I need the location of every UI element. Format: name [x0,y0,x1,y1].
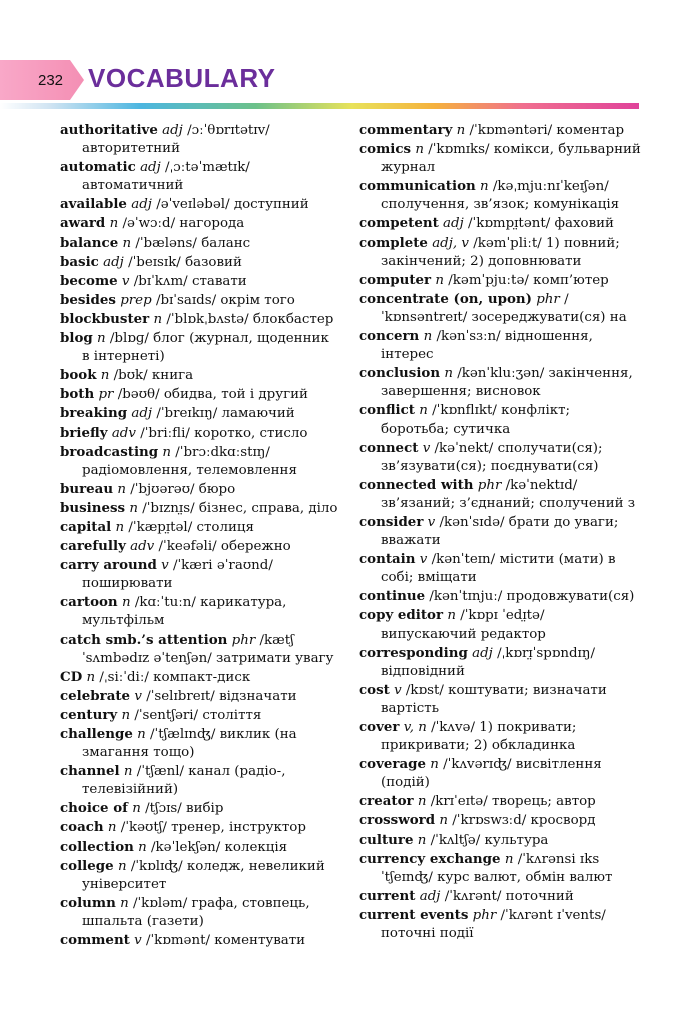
entry-headword: connect [359,439,419,456]
entry-part-of-speech: n [129,500,138,516]
vocabulary-entry [359,755,641,792]
page-number-tab [0,60,86,100]
vocabulary-entry [60,593,340,630]
entry-part-of-speech: n [444,366,453,382]
entry-definition: /ˈkʌvərɪʤ/ висвітлення (подій) [381,757,602,791]
entry-definition: /kəˈlekʃən/ колекція [146,839,288,855]
entry-definition: /kəˈnekt/ сполучати(ся); зв’язувати(ся); поєднувати(ся) [381,440,603,474]
entry-definition: /ˈkɒmənt/ коментувати [141,933,306,949]
vocabulary-entry [60,424,340,443]
vocabulary-entry [60,838,340,857]
vocabulary-entry [359,644,641,681]
entry-definition: /kənˈsɪdə/ брати до уваги; вважати [381,514,619,549]
entry-part-of-speech: adj [162,123,183,138]
entry-definition: /bʊk/ книга [109,368,194,384]
entry-headword: broadcasting [60,443,159,460]
vocabulary-column-left [60,121,340,950]
entry-headword: available [60,196,127,213]
entry-headword: CD [60,668,83,685]
entry-part-of-speech: n [86,669,96,685]
entry-part-of-speech: n [117,858,127,874]
entry-definition: /ˈkɒləm/ графа, стовпець, шпальта (газети) [82,895,310,929]
vocabulary-entry [60,329,340,366]
entry-definition: /tʃɔɪs/ вибір [140,801,224,817]
entry-headword: award [60,215,106,232]
entry-headword: celebrate [60,687,131,704]
vocabulary-entry [60,518,340,537]
entry-definition: /ˈtʃælɪnʤ/ виклик (на змагання тощо) [82,727,297,761]
entry-part-of-speech: adv [111,425,136,441]
entry-part-of-speech: n [447,608,456,624]
entry-headword: bureau [60,480,114,497]
entry-headword: column [60,894,116,911]
entry-definition: /ˌkɒrɪ̤ˈspɒndɪŋ/ відповідний [381,645,595,679]
entry-part-of-speech: adj [140,160,161,176]
entry-headword: century [60,706,118,723]
vocabulary-entry [359,718,641,755]
entry-part-of-speech: adj [472,645,493,661]
vocabulary-column-right [359,121,641,943]
entry-headword: challenge [60,726,133,742]
vocabulary-entry [60,857,340,894]
vocabulary-entry [359,606,641,643]
entry-headword: current events [359,906,469,923]
entry-definition: /ˈkæpɪ̤təl/ столиця [124,519,254,535]
entry-part-of-speech: adv [130,539,155,555]
vocabulary-entry [60,272,340,291]
vocabulary-entry [359,214,641,233]
entry-definition: /ˈkɒnflɪkt/ конфлікт; боротьба; сутичка [381,403,571,437]
vocabulary-entry [60,631,340,668]
entry-headword: automatic [60,159,136,176]
entry-part-of-speech: n [415,142,424,158]
vocabulary-entry [60,931,340,950]
entry-part-of-speech: v [394,682,402,698]
entry-headword: authoritative [60,122,158,138]
vocabulary-entry [359,290,641,327]
entry-definition: /kætʃ ˈsʌmbədɪz əˈtenʃən/ затримати увагу [82,632,334,666]
entry-headword: cost [359,681,390,698]
entry-definition: /kənˈkluːʒən/ закінчення, завершення; висновок [381,366,633,400]
vocabulary-entry [60,894,340,931]
entry-definition: /ˈbæləns/ баланс [131,235,251,251]
vocabulary-entry [60,366,340,385]
vocabulary-entry [359,271,641,290]
entry-definition: /ˈkeəfəli/ обережно [154,539,291,555]
entry-headword: both [60,386,95,403]
entry-definition: /kɒst/ коштувати; визначати вартість [381,682,607,716]
entry-headword: carry around [60,557,157,574]
vocabulary-entry [359,831,641,850]
entry-definition: /əˈveɪləbəl/ доступний [151,197,309,213]
entry-definition: /ˈbriːfli/ коротко, стисло [135,425,308,441]
vocabulary-entry [60,310,340,329]
entry-part-of-speech: n [121,707,131,723]
entry-part-of-speech: phr [231,632,256,648]
vocabulary-entry [359,587,641,606]
entry-headword: complete [359,234,428,251]
entry-part-of-speech: n [456,123,466,138]
entry-headword: crossword [359,812,436,829]
vocabulary-entry [60,537,340,556]
entry-definition: /bəʊθ/ обидва, той і другий [113,387,308,403]
entry-part-of-speech: n [417,832,427,848]
vocabulary-entry [60,762,340,799]
entry-headword: capital [60,518,112,535]
entry-definition: /kənˈsɜːn/ відношення, інтерес [381,329,593,363]
entry-definition: /ˈkɒpɪ ˈedɪ̤tə/ випускаючий редактор [381,608,546,642]
entry-part-of-speech: n [132,801,141,817]
vocabulary-entry [60,385,340,404]
entry-part-of-speech: n [504,851,514,867]
entry-part-of-speech: v [422,440,431,456]
entry-part-of-speech: adj [131,406,153,422]
entry-definition: /bɪˈkʌm/ ставати [129,273,247,289]
entry-definition: /kɑːˈtuːn/ карикатура, мультфільм [82,595,287,629]
entry-part-of-speech: n [120,895,129,911]
entry-headword: catch smb.’s attention [60,631,228,648]
vocabulary-entry [60,499,340,518]
entry-part-of-speech: pr [98,387,114,403]
entry-part-of-speech: n [430,757,439,773]
vocabulary-entry [359,476,641,513]
vocabulary-entry [60,480,340,499]
entry-part-of-speech: v [161,558,169,574]
entry-part-of-speech: prep [120,292,152,308]
entry-part-of-speech: n [480,179,489,195]
entry-headword: competent [359,215,439,232]
page-number: 232 [38,72,64,89]
vocabulary-entry [60,214,340,233]
entry-definition: /ˌsiːˈdiː/ компакт-диск [95,669,251,685]
entry-part-of-speech: n [115,519,125,535]
entry-part-of-speech: n [162,444,172,460]
entry-headword: coach [60,819,104,836]
entry-definition: /ˈbɪznɪ̤s/ бізнес, справа, діло [137,500,338,516]
entry-headword: blog [60,330,93,347]
entry-headword: besides [60,291,116,308]
entry-headword: computer [359,271,432,288]
entry-part-of-speech: n [417,794,427,810]
entry-definition: /ˈkʌrənt ɪˈvents/ поточні події [381,907,606,942]
entry-headword: current [359,887,416,904]
entry-part-of-speech: phr [477,477,502,493]
entry-definition: /ˈkʌrənt/ поточний [440,888,574,904]
vocabulary-entry [359,364,641,401]
entry-part-of-speech: n [419,403,428,419]
vocabulary-entry [60,799,340,818]
entry-part-of-speech: v, n [403,720,427,735]
vocabulary-entry [60,195,340,214]
entry-part-of-speech: v [427,514,436,530]
vocabulary-entry [60,291,340,310]
entry-headword: consider [359,513,424,530]
entry-headword: creator [359,793,414,810]
entry-part-of-speech: phr [472,907,497,923]
entry-definition: /ˈtʃænl/ канал (радіо-, телевізійний) [82,764,286,798]
entry-definition: /ˈblɒkˌbʌstə/ блокбастер [162,311,334,327]
entry-part-of-speech: n [153,311,163,327]
entry-part-of-speech: adj, v [432,235,469,251]
entry-headword: continue [359,588,426,605]
entry-definition: /ˈsentʃəri/ століття [130,707,262,723]
page-title: VOCABULARY [88,63,276,93]
entry-headword: contain [359,551,416,568]
entry-headword: currency exchange [359,850,501,867]
entry-headword: concentrate (on, upon) [359,290,532,307]
entry-part-of-speech: n [100,368,110,384]
entry-part-of-speech: v [134,688,142,704]
entry-part-of-speech: n [109,216,119,232]
entry-definition: /krɪˈeɪtə/ творець; автор [426,794,596,810]
entry-headword: comics [359,141,412,158]
entry-definition: /blɒɡ/ блог (журнал, щоденник в інтернеті) [82,331,329,365]
vocabulary-entry [359,681,641,718]
entry-part-of-speech: n [123,764,133,780]
entry-definition: /ˈkʌrənsi ɪksˈtʃeɪnʤ/ курс валют, обмін валют [381,851,613,885]
entry-part-of-speech: n [435,272,445,288]
vocabulary-entry [359,811,641,830]
entry-definition: /ˈkɒmɪks/ комікси, бульварний журнал [381,142,641,176]
vocabulary-entry [359,550,641,587]
entry-part-of-speech: n [122,235,132,251]
vocabulary-entry [359,140,641,177]
entry-headword: cartoon [60,594,118,611]
entry-part-of-speech: n [121,595,131,611]
entry-part-of-speech: v [121,273,130,289]
entry-definition: /ˈkəʊtʃ/ тренер, інструктор [116,820,306,836]
entry-headword: blockbuster [60,310,150,327]
entry-definition: /ˈkɒlɪʤ/ коледж, невеликий університет [82,858,325,892]
vocabulary-entry [359,887,641,906]
entry-headword: basic [60,253,99,270]
entry-part-of-speech: adj [103,254,124,270]
entry-headword: book [60,367,97,384]
entry-headword: copy editor [359,607,444,624]
entry-definition: /kənˈtɪnjuː/ продовжувати(ся) [429,589,635,605]
entry-headword: cover [359,719,400,735]
entry-part-of-speech: phr [536,291,560,307]
vocabulary-entry [60,687,340,706]
entry-part-of-speech: v [134,933,142,949]
entry-headword: business [60,499,126,516]
entry-headword: channel [60,763,120,780]
vocabulary-entry [60,404,340,423]
vocabulary-entry [60,158,340,195]
entry-definition: /bɪˈsaɪds/ окрім того [151,292,295,308]
vocabulary-entry [60,556,340,593]
vocabulary-entry [359,513,641,550]
entry-definition: /kəmˈpjuːtə/ комп’ютер [444,272,609,288]
entry-part-of-speech: n [423,329,433,345]
entry-headword: coverage [359,756,426,773]
entry-headword: briefly [60,424,108,441]
entry-headword: collection [60,838,134,855]
entry-part-of-speech: adj [443,216,464,232]
entry-definition: /kəˌmjuːnɪˈkeɪʃən/ сполучення, зв’язок; комунікація [381,179,620,213]
entry-definition: /ˈkʌltʃə/ культура [426,832,549,848]
vocabulary-entry [359,439,641,476]
vocabulary-entry [359,121,641,140]
vocabulary-entry [359,327,641,364]
entry-part-of-speech: n [138,839,147,855]
entry-headword: conclusion [359,365,441,382]
entry-part-of-speech: n [117,481,126,497]
entry-headword: commentary [359,122,453,138]
entry-headword: connected with [359,476,474,493]
vocabulary-entry [60,121,340,158]
entry-headword: culture [359,831,414,848]
entry-definition: /ˈkɒnsəntreɪt/ зосереджувати(ся) на [381,291,627,325]
entry-definition: /ˈkɒməntəri/ коментар [465,123,625,138]
entry-part-of-speech: n [107,820,117,836]
entry-headword: become [60,272,118,289]
vocabulary-entry [60,443,340,480]
vocabulary-entry [60,725,340,762]
vocabulary-entry [60,818,340,837]
entry-definition: /ˈbeɪsɪk/ базовий [123,254,242,270]
vocabulary-entry [359,906,641,943]
entry-headword: communication [359,178,476,195]
entry-headword: carefully [60,538,126,555]
vocabulary-entry [60,234,340,253]
entry-definition: /ˈkʌvə/ 1) покривати; прикривати; 2) обкладинка [381,720,577,754]
entry-part-of-speech: n [97,331,106,347]
entry-definition: /ˈkrɒswɜːd/ кросворд [448,813,596,829]
entry-definition: /ˈbrɔːdkɑːstɪŋ/ радіомовлення, телемовлення [82,444,297,478]
vocabulary-entry [359,792,641,811]
vocabulary-entry [359,177,641,214]
entry-part-of-speech: n [439,813,448,829]
vocabulary-entry [60,668,340,687]
entry-part-of-speech: adj [419,888,441,904]
vocabulary-entry [60,253,340,272]
vocabulary-entry [60,706,340,725]
entry-part-of-speech: adj [131,197,152,213]
entry-headword: comment [60,932,130,949]
entry-headword: choice of [60,800,128,817]
entry-definition: /kəˈnektɪd/ зв’язаний; з’єднаний; сполучений з [381,477,636,511]
entry-definition: /ˈkɒmpɪ̤tənt/ фаховий [463,216,614,232]
entry-headword: college [60,857,114,874]
entry-headword: conflict [359,402,415,419]
entry-headword: corresponding [359,644,468,661]
entry-definition: /ˈbjʊərəʊ/ бюро [125,481,236,497]
vocabulary-entry [359,850,641,887]
entry-part-of-speech: v [419,552,428,568]
vocabulary-entry [359,234,641,271]
header-rainbow-bar [0,103,639,109]
entry-definition: /ɔːˈθɒrɪtətɪv/ авторитетний [82,123,270,157]
entry-definition: /ˈselɪbreɪt/ відзначати [141,688,297,704]
vocabulary-entry [359,401,641,438]
entry-definition: /ˈbreɪkɪŋ/ ламаючий [152,406,295,422]
entry-definition: /kəmˈpliːt/ 1) повний; закінчений; 2) доповнювати [381,235,620,269]
entry-headword: balance [60,234,119,251]
entry-definition: /kənˈteɪn/ містити (мати) в собі; вміщати [381,552,616,586]
entry-part-of-speech: n [137,727,146,742]
entry-headword: concern [359,328,420,345]
entry-definition: /əˈwɔːd/ нагорода [118,216,245,232]
entry-headword: breaking [60,405,128,422]
entry-definition: /ˈkæri əˈraʊnd/ поширювати [82,558,273,592]
entry-definition: /ˌɔːtəˈmætɪk/ автоматичний [82,160,250,194]
